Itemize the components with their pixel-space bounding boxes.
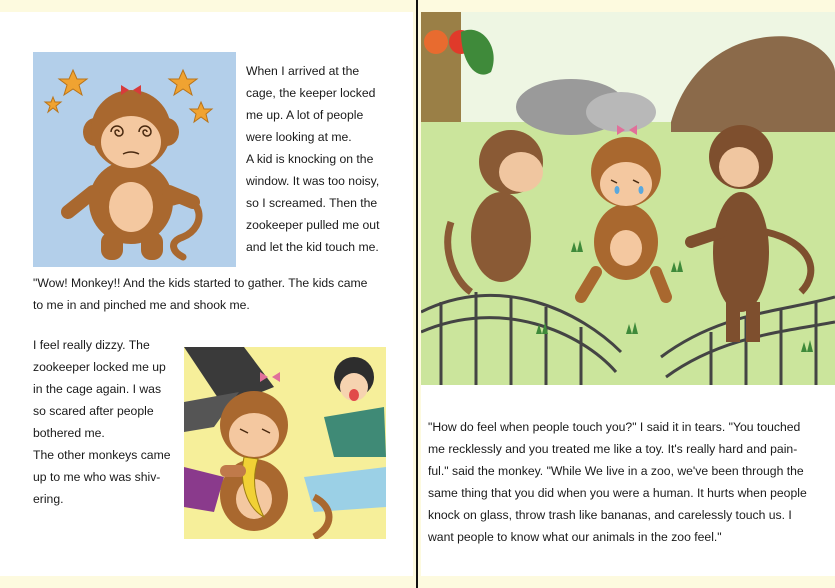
right-page: [421, 12, 835, 576]
story-text-dizzy: I feel really dizzy. The zookeeper locked me up in the cage again. I was so scared after people bothered me. The other monkeys came up to me who was shiv- ering.: [33, 338, 171, 506]
dizzy-monkey-illustration: [33, 52, 236, 267]
three-monkeys-illustration: [421, 12, 835, 385]
story-text-arrival: When I arrived at the cage, the keeper locked me up. A lot of people were looking at me. A kid is knocking on the window. It was too noisy, so I screamed. Then the zookeeper pulled me out and let the kid touch me.: [246, 64, 380, 254]
banana-monkey-illustration: [184, 347, 386, 539]
story-text-monkey-speech: "How do feel when people touch you?" I said it in tears. "You touched me recklessly and you treated me like a toy. It's really hard and pain- ful." said the monkey. "While We live in a zoo, we've been through the same thing that you did when you were a human. It hurts when people knock on glass, throw trash like bananas, and carelessly touch us. I want people to know what our animals in the zoo feel.": [428, 420, 807, 544]
story-text-kids-gather: "Wow! Monkey!! And the kids started to gather. The kids came to me in and pinched me and shook me.: [33, 276, 368, 312]
left-page: [0, 12, 413, 576]
page-divider-line: [416, 0, 418, 588]
